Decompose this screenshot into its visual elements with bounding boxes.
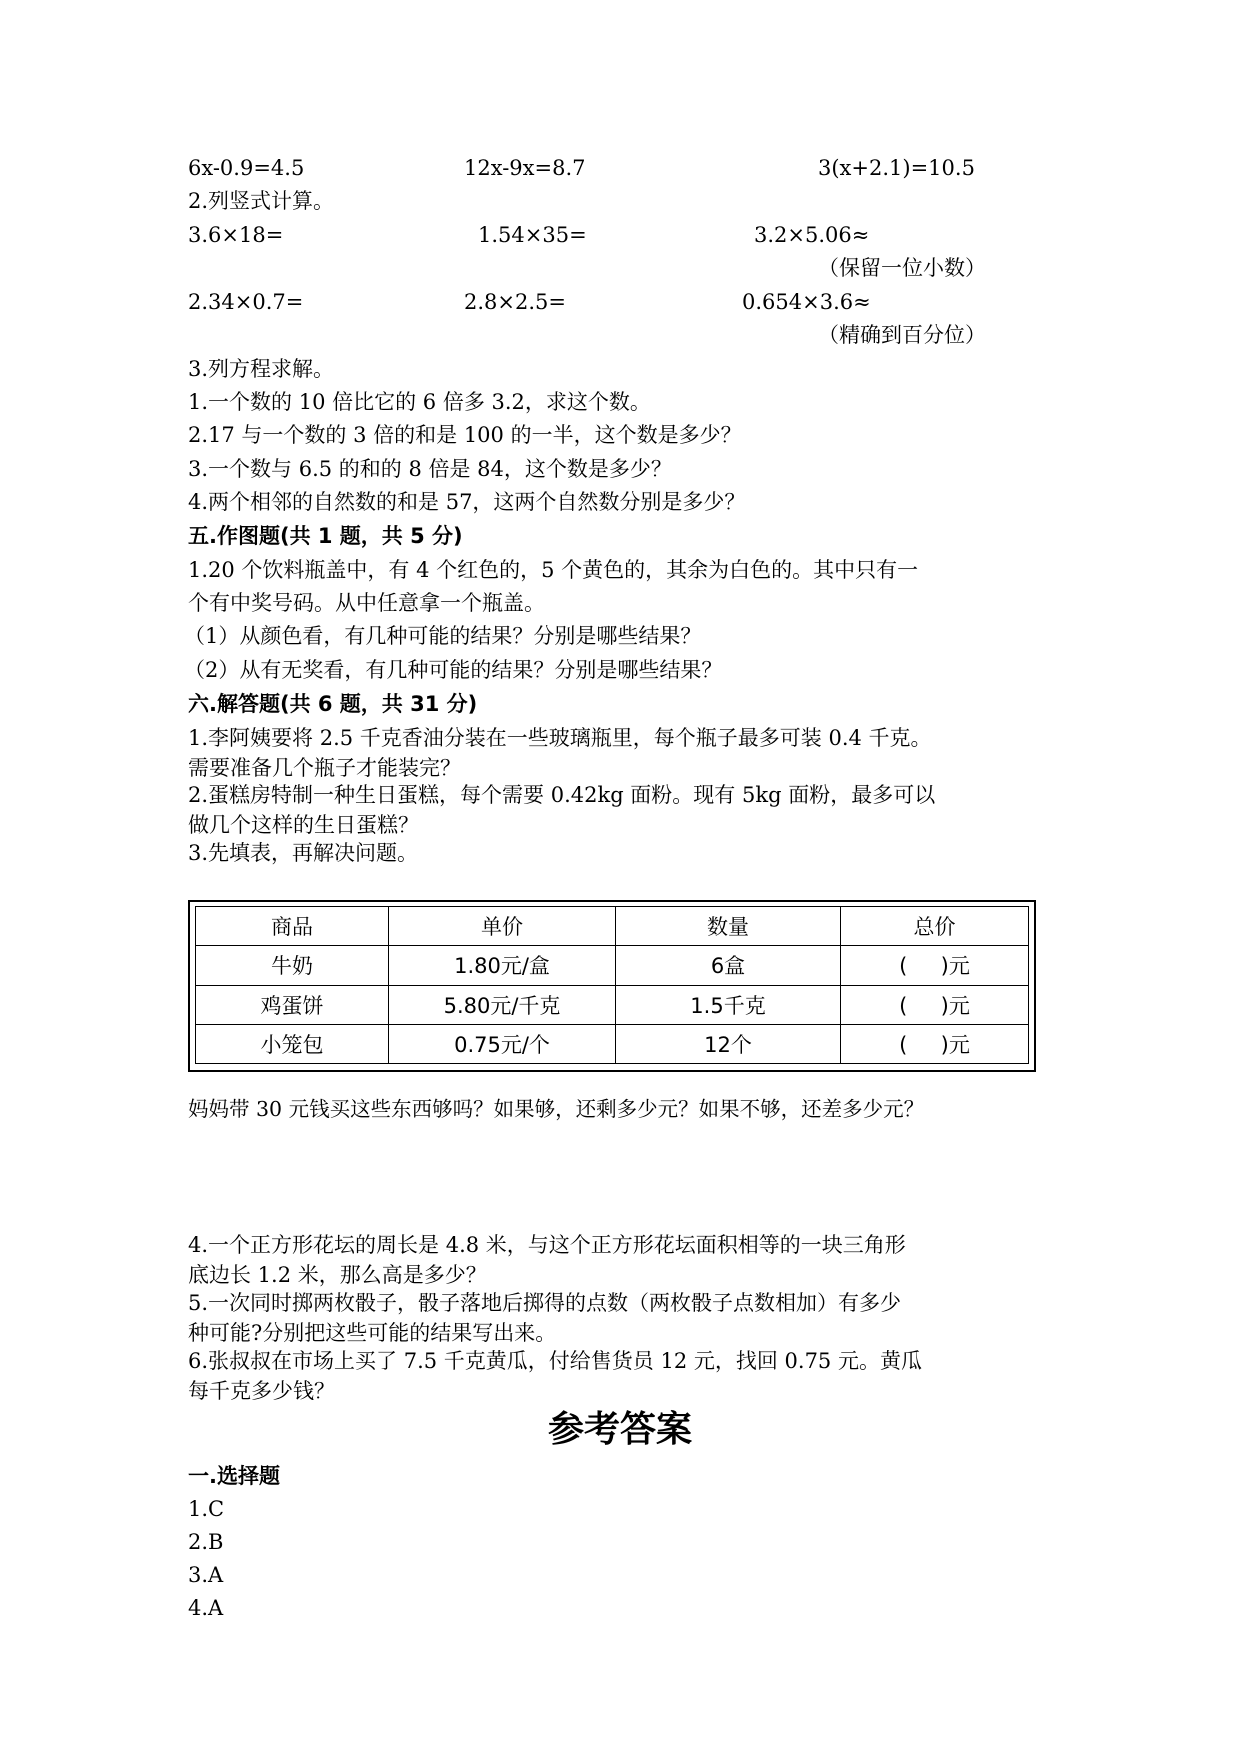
table-cell: 1.80元/盒 — [389, 946, 616, 985]
table-header: 数量 — [616, 907, 841, 946]
section-6-q5-line2: 种可能?分别把这些可能的结果写出来。 — [188, 1321, 557, 1345]
table-cell-blank: ( )元 — [841, 985, 1029, 1024]
table-header: 商品 — [196, 907, 389, 946]
table-cell-blank: ( )元 — [841, 1024, 1029, 1063]
table-row — [196, 985, 1029, 1024]
vertical-calc-5: 2.8×2.5= — [464, 290, 566, 314]
table-cell: 鸡蛋饼 — [196, 985, 389, 1024]
equation-problems-title: 3.列方程求解。 — [188, 357, 335, 381]
table-cell: 6盒 — [616, 946, 841, 985]
section-6-q6-line2: 每千克多少钱？ — [188, 1379, 335, 1403]
section-6-q2-line1: 2.蛋糕房特制一种生日蛋糕，每个需要 0.42kg 面粉。现有 5kg 面粉，最多可以 — [188, 783, 936, 807]
table-cell: 5.80元/千克 — [389, 985, 616, 1024]
vertical-calc-title: 2.列竖式计算。 — [188, 189, 335, 213]
section-5-sub1: （1）从颜色看，有几种可能的结果？分别是哪些结果？ — [184, 624, 702, 648]
table-header: 单价 — [389, 907, 616, 946]
section-6-q4-line2: 底边长 1.2 米，那么高是多少？ — [188, 1263, 487, 1287]
table-cell: 12个 — [616, 1024, 841, 1063]
section-6-heading: 六.解答题(共 6 题，共 31 分) — [188, 692, 478, 716]
section-6-q6-line1: 6.张叔叔在市场上买了 7.5 千克黄瓜，付给售货员 12 元，找回 0.75 元。黄瓜 — [188, 1349, 922, 1373]
table-cell: 牛奶 — [196, 946, 389, 985]
answer-item: 2.B — [188, 1530, 224, 1554]
equation-1: 6x-0.9=4.5 — [188, 156, 305, 180]
table-cell: 小笼包 — [196, 1024, 389, 1063]
table-row — [196, 1024, 1029, 1063]
section-6-q5-line1: 5.一次同时掷两枚骰子，骰子落地后掷得的点数（两枚骰子点数相加）有多少 — [188, 1291, 902, 1315]
vertical-calc-6: 0.654×3.6≈ — [742, 290, 871, 314]
vertical-calc-4: 2.34×0.7= — [188, 290, 304, 314]
table-cell: 0.75元/个 — [389, 1024, 616, 1063]
vertical-calc-note-1: （保留一位小数） — [818, 256, 986, 280]
vertical-calc-1: 3.6×18= — [188, 223, 284, 247]
answer-item: 1.C — [188, 1497, 225, 1521]
vertical-calc-note-2: （精确到百分位） — [818, 323, 986, 347]
answers-title: 参考答案 — [547, 1409, 692, 1450]
table-cell-blank: ( )元 — [841, 946, 1029, 985]
table-header-row — [196, 907, 1029, 946]
section-5-heading: 五.作图题(共 1 题，共 5 分) — [188, 524, 463, 548]
section-5-q1-line2: 个有中奖号码。从中任意拿一个瓶盖。 — [188, 591, 545, 615]
table-cell: 1.5千克 — [616, 985, 841, 1024]
equation-problem-2: 2.17 与一个数的 3 倍的和是 100 的一半，这个数是多少？ — [188, 423, 742, 447]
equation-problem-4: 4.两个相邻的自然数的和是 57，这两个自然数分别是多少？ — [188, 490, 746, 514]
equation-problem-1: 1.一个数的 10 倍比它的 6 倍多 3.2，求这个数。 — [188, 390, 651, 414]
price-table — [195, 906, 1029, 1064]
section-6-q1-line2: 需要准备几个瓶子才能装完？ — [188, 756, 461, 780]
section-5-q1-line1: 1.20 个饮料瓶盖中，有 4 个红色的，5 个黄色的，其余为白色的。其中只有一 — [188, 558, 919, 582]
vertical-calc-3: 3.2×5.06≈ — [754, 223, 870, 247]
equation-2: 12x-9x=8.7 — [464, 156, 586, 180]
answer-item: 3.A — [188, 1563, 224, 1587]
answer-item: 4.A — [188, 1596, 224, 1620]
section-6-q4-line1: 4.一个正方形花坛的周长是 4.8 米，与这个正方形花坛面积相等的一块三角形 — [188, 1233, 906, 1257]
section-5-sub2: （2）从有无奖看，有几种可能的结果？分别是哪些结果？ — [184, 658, 723, 682]
answers-heading: 一.选择题 — [188, 1464, 280, 1488]
table-row — [196, 946, 1029, 985]
table-header: 总价 — [841, 907, 1029, 946]
section-6-q3: 3.先填表，再解决问题。 — [188, 841, 419, 865]
section-6-q2-line2: 做几个这样的生日蛋糕？ — [188, 813, 419, 837]
equation-problem-3: 3.一个数与 6.5 的和的 8 倍是 84，这个数是多少？ — [188, 457, 672, 481]
equation-3: 3(x+2.1)=10.5 — [818, 156, 975, 180]
section-6-q3-question: 妈妈带 30 元钱买这些东西够吗？如果够，还剩多少元？如果不够，还差多少元？ — [188, 1097, 925, 1121]
section-6-q1-line1: 1.李阿姨要将 2.5 千克香油分装在一些玻璃瓶里，每个瓶子最多可装 0.4 千克。 — [188, 726, 932, 750]
vertical-calc-2: 1.54×35= — [478, 223, 587, 247]
